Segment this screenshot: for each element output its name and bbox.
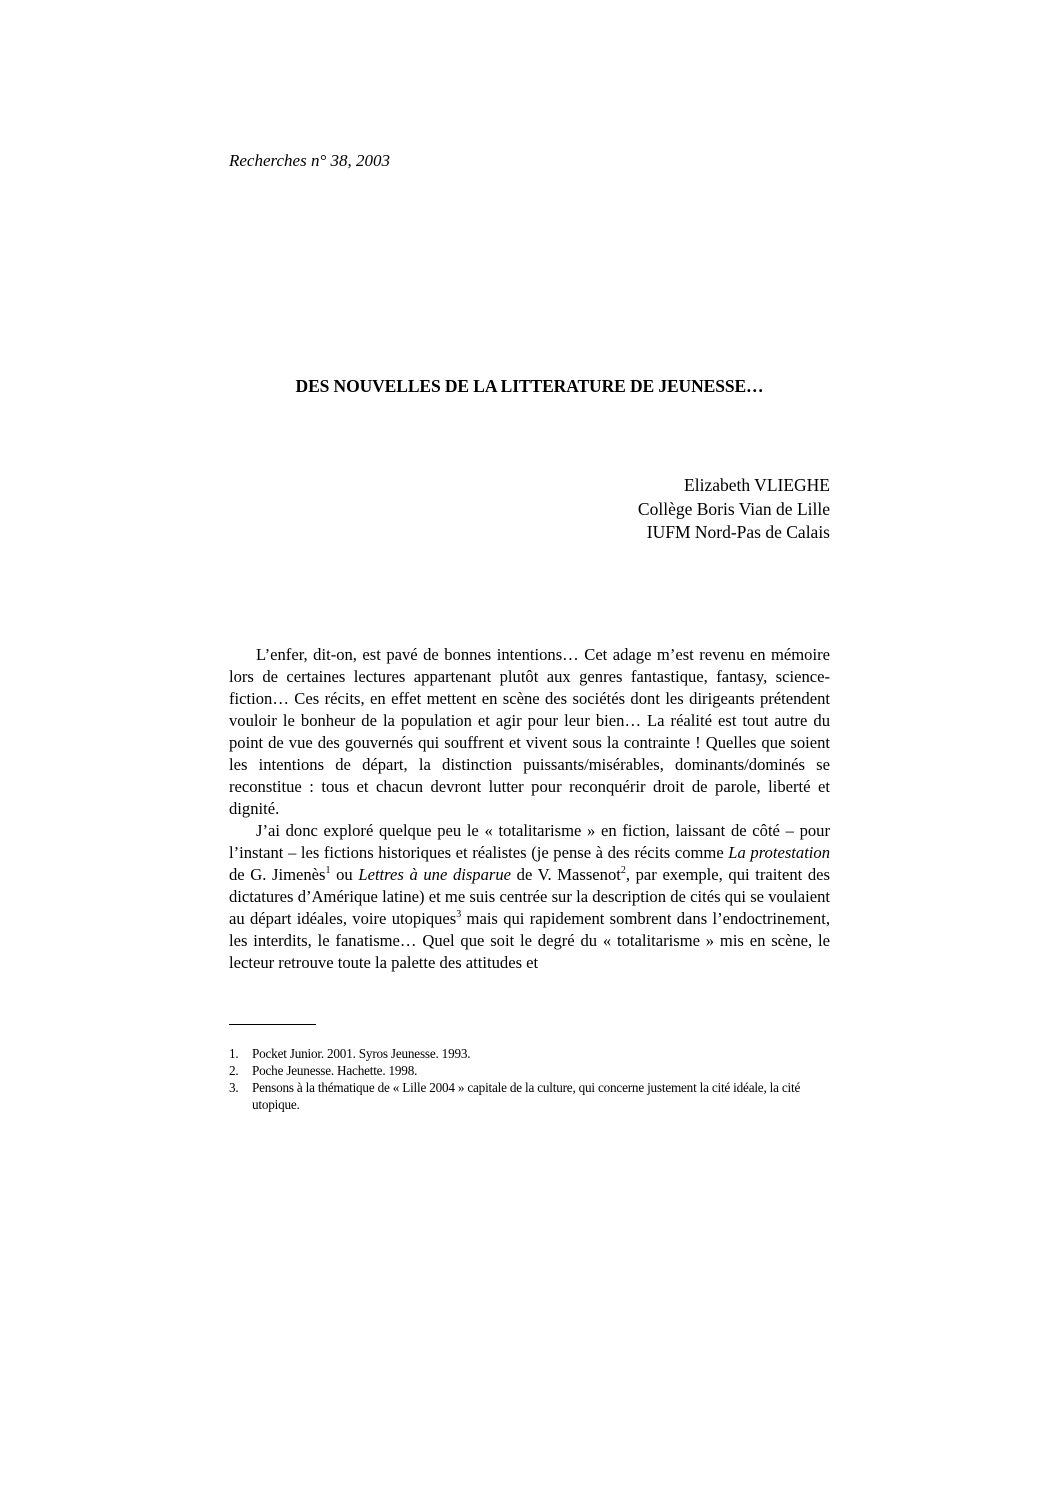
paragraph-2-text-c: ou [330,865,359,884]
author-block [638,474,830,545]
footnote-separator [229,1024,316,1025]
article-title: DES NOUVELLES DE LA LITTERATURE DE JEUNESSE… [295,376,764,396]
author-name: Elizabeth VLIEGHE [684,475,830,495]
paragraph-2-text-b: de G. Jimenès [229,865,326,884]
book-title-la-protestation: La protestation [728,843,831,862]
affiliation-institute: IUFM Nord-Pas de Calais [646,522,830,542]
paragraph-2-text-e: , par exemple, qui traitent des dictatures d’Amérique latine) et me suis centrée sur la description de cités qui se voulaient au départ idéales, voire utopiques [229,865,830,928]
footnote-number: 1. [229,1046,239,1061]
paragraph-2-text-f: mais qui rapidement sombrent dans l’endoctrinement, les interdits, le fanatisme… Quel que soit le degré du « totalitarisme » mis en scène, le lecteur retrouve toute la palette des attitudes et [229,909,830,972]
footnote-3 [229,1079,830,1113]
footnote-text: Pensons à la thématique de « Lille 2004 » capitale de la culture, qui concerne justement la cité idéale, la cité utopique. [252,1080,801,1112]
paragraph-2-text-d: de V. Massenot [511,865,621,884]
footnotes [229,1045,830,1113]
paragraph-2-text-a: J’ai donc exploré quelque peu le « totalitarisme » en fiction, laissant de côté – pour l’instant – les fictions historiques et réalistes (je pense à des récits comme [229,821,830,862]
footnote-text: Pocket Junior. 2001. Syros Jeunesse. 1993. [252,1046,471,1061]
book-title-lettres-a-une-disparue: Lettres à une disparue [358,865,512,884]
affiliation-school: Collège Boris Vian de Lille [637,498,830,519]
paragraph-2 [229,820,830,974]
footnote-2 [229,1062,830,1079]
footnote-text: Poche Jeunesse. Hachette. 1998. [252,1063,418,1078]
footnote-ref-2[interactable]: 2 [620,865,626,876]
running-head: Recherches n° 38, 2003 [229,151,391,170]
footnote-ref-3[interactable]: 3 [456,909,462,920]
body-text [229,644,830,974]
paragraph-1: L’enfer, dit-on, est pavé de bonnes intentions… Cet adage m’est revenu en mémoire lors de certaines lectures appartenant plutôt aux genres fantastique, fantasy, science-fiction… Ces récits, en effet mettent en scène des sociétés dont les dirigeants prétendent vouloir le bonheur de la population et agir pour leur bien… La réalité est tout autre du point de vue des gouvernés qui souffrent et vivent sous la contrainte ! Quelles que soient les intentions de départ, la distinction puissants/misérables, dominants/dominés se reconstitue : tous et chacun devront lutter pour reconquérir droit de parole, liberté et dignité. [229,645,830,818]
footnote-ref-1[interactable]: 1 [325,865,331,876]
footnote-number: 2. [229,1063,239,1078]
footnote-1 [229,1045,830,1062]
footnote-number: 3. [229,1080,239,1095]
